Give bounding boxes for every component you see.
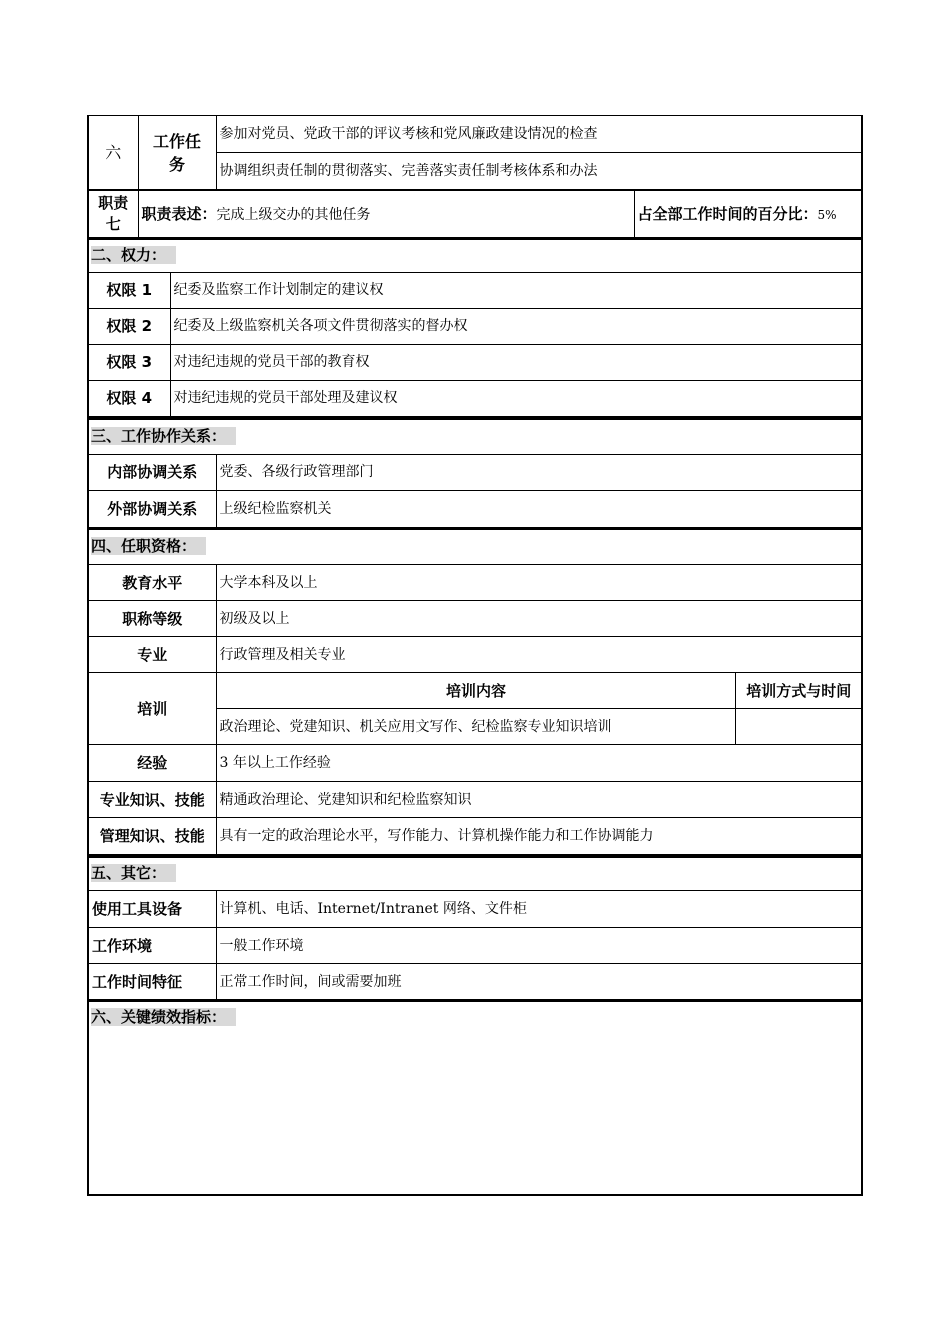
duty-seven-desc-value: 完成上级交办的其他任务 [216, 206, 371, 223]
training-label: 培训 [88, 673, 216, 745]
qualifications-heading: 四、任职资格： [88, 529, 862, 565]
training-content-text: 政治理论、党建知识、机关应用文写作、纪检监察专业知识培训 [216, 709, 736, 745]
authority-text-4: 对违纪违规的党员干部处理及建议权 [170, 380, 862, 417]
duty-seven-label: 职责七 [88, 191, 138, 238]
education-text: 大学本科及以上 [216, 565, 862, 601]
authority-label-1: 权限 1 [88, 272, 170, 308]
relations-heading: 三、工作协作关系： [88, 419, 862, 454]
work-time-label: 工作时间特征 [88, 964, 216, 1000]
authority-label-3: 权限 3 [88, 344, 170, 380]
duty-six-table [87, 115, 863, 190]
management-skills-label: 管理知识、技能 [88, 818, 216, 855]
tools-text: 计算机、电话、Internet/Intranet 网络、文件柜 [216, 891, 862, 928]
environment-text: 一般工作环境 [216, 928, 862, 964]
major-label: 专业 [88, 637, 216, 673]
title-level-text: 初级及以上 [216, 601, 862, 637]
duty-seven-pct-label: 占全部工作时间的百分比： [637, 204, 818, 223]
management-skills-text: 具有一定的政治理论水平，写作能力、计算机操作能力和工作协调能力 [216, 818, 862, 855]
training-method-text [736, 709, 862, 745]
relations-external-label: 外部协调关系 [88, 490, 216, 527]
professional-skills-text: 精通政治理论、党建知识和纪检监察知识 [216, 782, 862, 818]
work-time-text: 正常工作时间，间或需要加班 [216, 964, 862, 1000]
authority-text-1: 纪委及监察工作计划制定的建议权 [170, 272, 862, 308]
experience-label: 经验 [88, 745, 216, 782]
professional-skills-label: 专业知识、技能 [88, 782, 216, 818]
duty-six-task-2: 协调组织责任制的贯彻落实、完善落实责任制考核体系和办法 [216, 153, 862, 190]
duty-seven-description [138, 191, 634, 238]
relations-internal-text: 党委、各级行政管理部门 [216, 454, 862, 490]
relations-external-text: 上级纪检监察机关 [216, 490, 862, 527]
qualifications-table [87, 528, 863, 856]
relations-table [87, 418, 863, 528]
kpi-table [87, 1000, 863, 1196]
environment-label: 工作环境 [88, 928, 216, 964]
title-level-label: 职称等级 [88, 601, 216, 637]
authority-label-4: 权限 4 [88, 380, 170, 417]
duty-seven-pct-value: 5% [817, 207, 837, 222]
duty-six-number: 六 [88, 116, 138, 190]
job-description-form [87, 115, 863, 1196]
authority-table [87, 238, 863, 418]
duty-seven-percentage [634, 191, 862, 238]
training-content-header: 培训内容 [216, 673, 736, 709]
duty-seven-table [87, 190, 863, 238]
authority-label-2: 权限 2 [88, 308, 170, 344]
experience-text: 3 年以上工作经验 [216, 745, 862, 782]
other-table [87, 856, 863, 1001]
training-method-header: 培训方式与时间 [736, 673, 862, 709]
tools-label: 使用工具设备 [88, 891, 216, 928]
authority-text-2: 纪委及上级监察机关各项文件贯彻落实的督办权 [170, 308, 862, 344]
relations-internal-label: 内部协调关系 [88, 454, 216, 490]
other-heading: 五、其它： [88, 857, 862, 891]
authority-text-3: 对违纪违规的党员干部的教育权 [170, 344, 862, 380]
duty-six-task-label: 工作任务 [138, 116, 216, 190]
kpi-heading: 六、关键绩效指标： [88, 1001, 862, 1195]
duty-seven-desc-label: 职责表述： [141, 204, 217, 223]
major-text: 行政管理及相关专业 [216, 637, 862, 673]
duty-six-task-1: 参加对党员、党政干部的评议考核和党风廉政建设情况的检查 [216, 116, 862, 153]
authority-heading: 二、权力： [88, 239, 862, 272]
education-label: 教育水平 [88, 565, 216, 601]
